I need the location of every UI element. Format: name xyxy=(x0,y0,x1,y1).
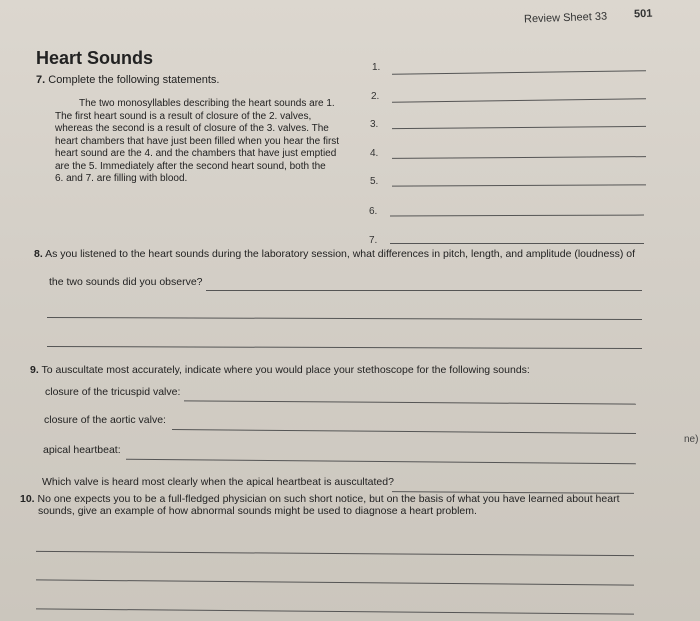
q9-followup: Which valve is heard most clearly when the apical heartbeat is auscultated? xyxy=(42,476,394,488)
q9-question xyxy=(30,364,530,376)
blank-number: 1. xyxy=(372,62,381,73)
q7-prompt-text: Complete the following statements. xyxy=(48,74,220,86)
q9-prompt: To auscultate most accurately, indicate where you would place your stethoscope for the following sounds: xyxy=(41,364,530,376)
q7-number: 7. xyxy=(36,74,46,86)
q7-line: are the 5. Immediately after the second heart sound, both the xyxy=(55,160,326,172)
q7-prompt xyxy=(36,74,219,86)
answer-line[interactable] xyxy=(47,346,642,349)
q8-question xyxy=(34,248,635,260)
answer-line[interactable] xyxy=(392,126,646,129)
answer-line[interactable] xyxy=(126,459,636,464)
answer-line[interactable] xyxy=(36,608,634,614)
answer-line[interactable] xyxy=(392,156,646,159)
review-sheet-label: Review Sheet 33 xyxy=(523,10,608,26)
answer-line[interactable] xyxy=(392,184,646,186)
blank-number: 2. xyxy=(371,91,380,102)
answer-line[interactable] xyxy=(390,215,644,217)
answer-line[interactable] xyxy=(206,290,642,291)
answer-line[interactable] xyxy=(390,243,644,244)
q7-line: The two monosyllables describing the heart sounds are 1. xyxy=(79,98,335,109)
blank-number: 4. xyxy=(370,148,379,159)
answer-line[interactable] xyxy=(392,70,646,75)
q9-item-apical: apical heartbeat: xyxy=(43,444,121,456)
q8-text-line1: As you listened to the heart sounds during the laboratory session, what differences in pitch, length, and amplitude (loudness) of xyxy=(45,248,636,260)
q7-line: whereas the second is a result of closure of the 3. valves. The xyxy=(55,123,329,134)
q9-item-aortic: closure of the aortic valve: xyxy=(44,414,166,426)
blank-number: 7. xyxy=(369,235,378,246)
q10-number: 10. xyxy=(20,493,35,505)
answer-line[interactable] xyxy=(392,98,646,103)
q7-line: The first heart sound is a result of closure of the 2. valves, xyxy=(55,110,312,122)
q8-text-line2: the two sounds did you observe? xyxy=(49,276,203,288)
q10-text-line2: sounds, give an example of how abnormal sounds might be used to diagnose a heart problem. xyxy=(38,505,477,517)
q7-line: heart chambers that have just been filled when you hear the first xyxy=(55,135,340,147)
q7-statement xyxy=(55,98,339,186)
edge-text-fragment: ne) xyxy=(684,434,699,445)
page-number: 501 xyxy=(633,7,653,21)
blank-number: 3. xyxy=(370,119,379,130)
q9-number: 9. xyxy=(30,364,39,376)
q10-question xyxy=(20,493,620,505)
answer-line[interactable] xyxy=(47,317,642,320)
q8-number: 8. xyxy=(34,248,43,260)
answer-line[interactable] xyxy=(172,429,636,434)
blank-number: 6. xyxy=(369,206,378,217)
q7-line: 6. and 7. are filling with blood. xyxy=(55,173,188,184)
q9-item-tricuspid: closure of the tricuspid valve: xyxy=(45,386,181,398)
q10-text-line1: No one expects you to be a full-fledged physician on such short notice, but on the basis of what you have learned about heart xyxy=(37,493,620,505)
q7-line: heart sound are the 4. and the chambers that have just emptied xyxy=(55,148,337,159)
answer-line[interactable] xyxy=(184,400,636,404)
answer-line[interactable] xyxy=(36,579,634,585)
section-title: Heart Sounds xyxy=(36,48,154,68)
answer-line[interactable] xyxy=(36,551,634,556)
blank-number: 5. xyxy=(370,176,379,187)
